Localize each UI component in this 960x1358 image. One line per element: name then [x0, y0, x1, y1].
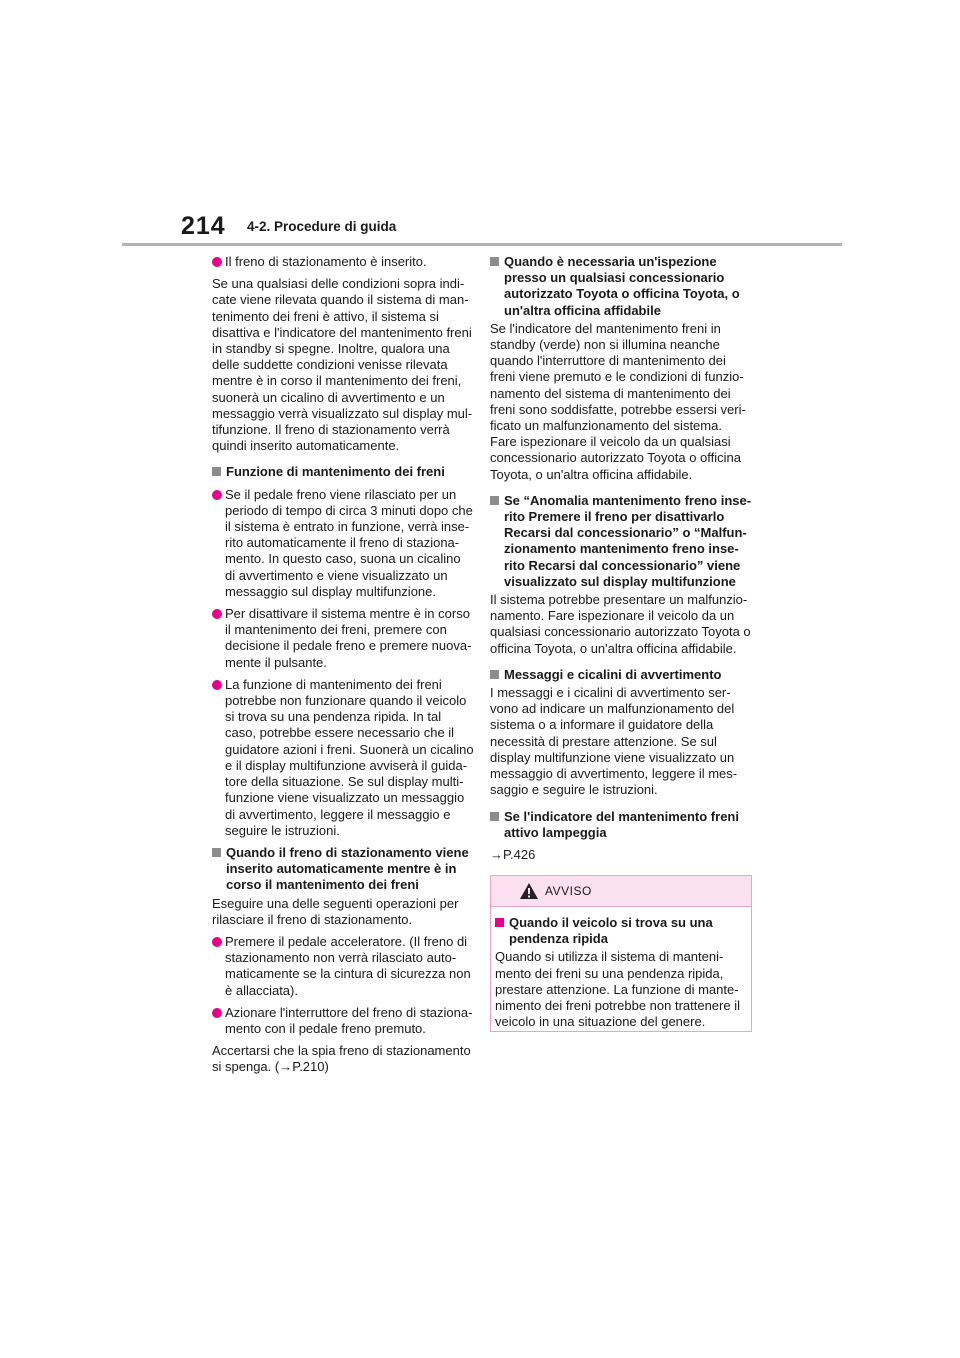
- paragraph: Accertarsi che la spia freno di stazionamento si spenga. (→P.210): [212, 1043, 471, 1075]
- header-rule: [122, 243, 842, 246]
- paragraph: Se l'indicatore del mantenimento freni in standby (verde) non si illumina neanche quando l'interruttore di mantenimento dei freni viene premuto e le condizioni di funzio- namento del sistema di mantenimento dei freni sono soddisfatte, potrebbe essersi veri- ficato un malfunzionamento del sistema. Fare ispezionare il veicolo da un qualsiasi concessionario autorizzato Toyota o officina Toyota, o un'altra officina affidabile.: [490, 320, 746, 482]
- bullet-dot-icon: [212, 937, 222, 947]
- bullet-text: La funzione di mantenimento dei freni potrebbe non funzionare quando il veicolo si trova su una pendenza ripida. In tal caso, potrebbe essere necessario che il guidatore azioni i freni. Suonerà un cicalino e il display multifunzione avviserà il guida- tore della situazione. Se sul display multi- funzione viene visualizzato un messaggio di avvertimento, leggere il messaggio e seguire le istruzioni.: [225, 676, 474, 838]
- section-title: 4-2. Procedure di guida: [247, 219, 397, 234]
- bullet-text: Azionare l'interruttore del freno di staziona- mento con il pedale freno premuto.: [225, 1004, 473, 1036]
- bullet-item: [212, 606, 474, 671]
- heading-text: Quando il freno di stazionamento viene inserito automaticamente mentre è in corso il mantenimento dei freni: [226, 844, 469, 893]
- section-heading: [490, 667, 752, 683]
- warning-triangle-icon: [519, 882, 539, 900]
- paragraph: Il sistema potrebbe presentare un malfunzio- namento. Fare ispezionare il veicolo da un qualsiasi concessionario autorizzato Toyota o officina Toyota, o un'altra officina affidabile.: [490, 592, 751, 656]
- warning-box: [490, 875, 752, 1032]
- bullet-item: [212, 934, 474, 999]
- warning-heading: [495, 915, 747, 947]
- section-heading: [490, 493, 752, 590]
- square-bullet-icon: [212, 848, 221, 857]
- paragraph: I messaggi e i cicalini di avvertimento ser- vono ad indicare un malfunzionamento del sistema o a informare il guidatore della necessità di prestare attenzione. Se sul display multifunzione viene visualizzato un messaggio di avvertimento, leggere il mes- saggio e seguire le istruzioni.: [490, 685, 738, 798]
- bullet-text: Premere il pedale acceleratore. (Il freno di stazionamento non verrà rilasciato auto- maticamente se la cintura di sicurezza non è allacciata).: [225, 933, 471, 998]
- bullet-dot-icon: [212, 1008, 222, 1018]
- bullet-item: [212, 254, 474, 270]
- bullet-dot-icon: [212, 490, 222, 500]
- heading-text: Se “Anomalia mantenimento freno inse- rito Premere il freno per disattivarlo Recarsi dal concessionario” o “Malfun- zionamento mantenimento freno inse- rito Recarsi dal concessionario” viene visualizzato sul display multifunzione: [504, 492, 752, 589]
- square-bullet-icon: [490, 257, 499, 266]
- bullet-item: [212, 487, 474, 600]
- bullet-text: Se il pedale freno viene rilasciato per un periodo di tempo di circa 3 minuti dopo che il sistema è entrato in funzione, verrà inse- rito automaticamente il freno di staziona- mento. In questo caso, suona un cicalino di avvertimento e viene visualizzato un messaggio sul display multifunzione.: [225, 486, 473, 599]
- heading-text: Messaggi e cicalini di avvertimento: [504, 666, 722, 682]
- bullet-item: [212, 677, 474, 839]
- paragraph: Eseguire una delle seguenti operazioni per rilasciare il freno di stazionamento.: [212, 895, 459, 927]
- page-number: 214: [181, 212, 226, 240]
- heading-text: Quando è necessaria un'ispezione presso un qualsiasi concessionario autorizzato Toyota o officina Toyota, o un'altra officina affidabile: [504, 254, 740, 318]
- square-bullet-icon: [490, 670, 499, 679]
- heading-text: Se l'indicatore del mantenimento freni attivo lampeggia: [504, 808, 739, 840]
- section-heading: [490, 254, 752, 319]
- square-bullet-icon: [495, 918, 504, 927]
- paragraph: Se una qualsiasi delle condizioni sopra indi- cate viene rilevata quando il sistema di man- tenimento dei freni è attivo, il sistema si disattiva e l'indicatore del mantenimento freni in standby si spegne. Inoltre, qualora una delle suddette condizioni venisse rilevata mentre è in corso il mantenimento dei freni, suonerà un cicalino di avvertimento e un messaggio verrà visualizzato sul display mul- tifunzione. Il freno di stazionamento verrà quindi inserito automaticamente.: [212, 276, 473, 454]
- right-column: [490, 254, 752, 869]
- warning-text: Quando si utilizza il sistema di manteni- mento dei freni su una pendenza ripida, prestare attenzione. La funzione di mante- nimento dei freni potrebbe non trattenere il veicolo in una situazione del genere.: [495, 949, 740, 1030]
- section-heading: [212, 845, 474, 894]
- warning-label: AVVISO: [545, 884, 592, 898]
- bullet-text: Per disattivare il sistema mentre è in corso il mantenimento dei freni, premere con decisione il pedale freno e premere nuova- mente il pulsante.: [225, 606, 472, 670]
- left-column: [212, 254, 474, 1082]
- square-bullet-icon: [490, 496, 499, 505]
- bullet-dot-icon: [212, 257, 222, 267]
- bullet-dot-icon: [212, 609, 222, 619]
- square-bullet-icon: [212, 467, 221, 476]
- bullet-item: [212, 1005, 474, 1037]
- square-bullet-icon: [490, 812, 499, 821]
- section-heading: [212, 464, 474, 480]
- bullet-dot-icon: [212, 680, 222, 690]
- section-heading: [490, 809, 752, 841]
- heading-text: Funzione di mantenimento dei freni: [226, 464, 445, 480]
- page-reference: →P.426: [490, 846, 536, 862]
- bullet-text: Il freno di stazionamento è inserito.: [225, 254, 427, 269]
- warning-body: [491, 907, 751, 1030]
- page-header: [0, 0, 960, 250]
- warning-header: [491, 876, 751, 907]
- heading-text: Quando il veicolo si trova su una pendenza ripida: [509, 915, 713, 947]
